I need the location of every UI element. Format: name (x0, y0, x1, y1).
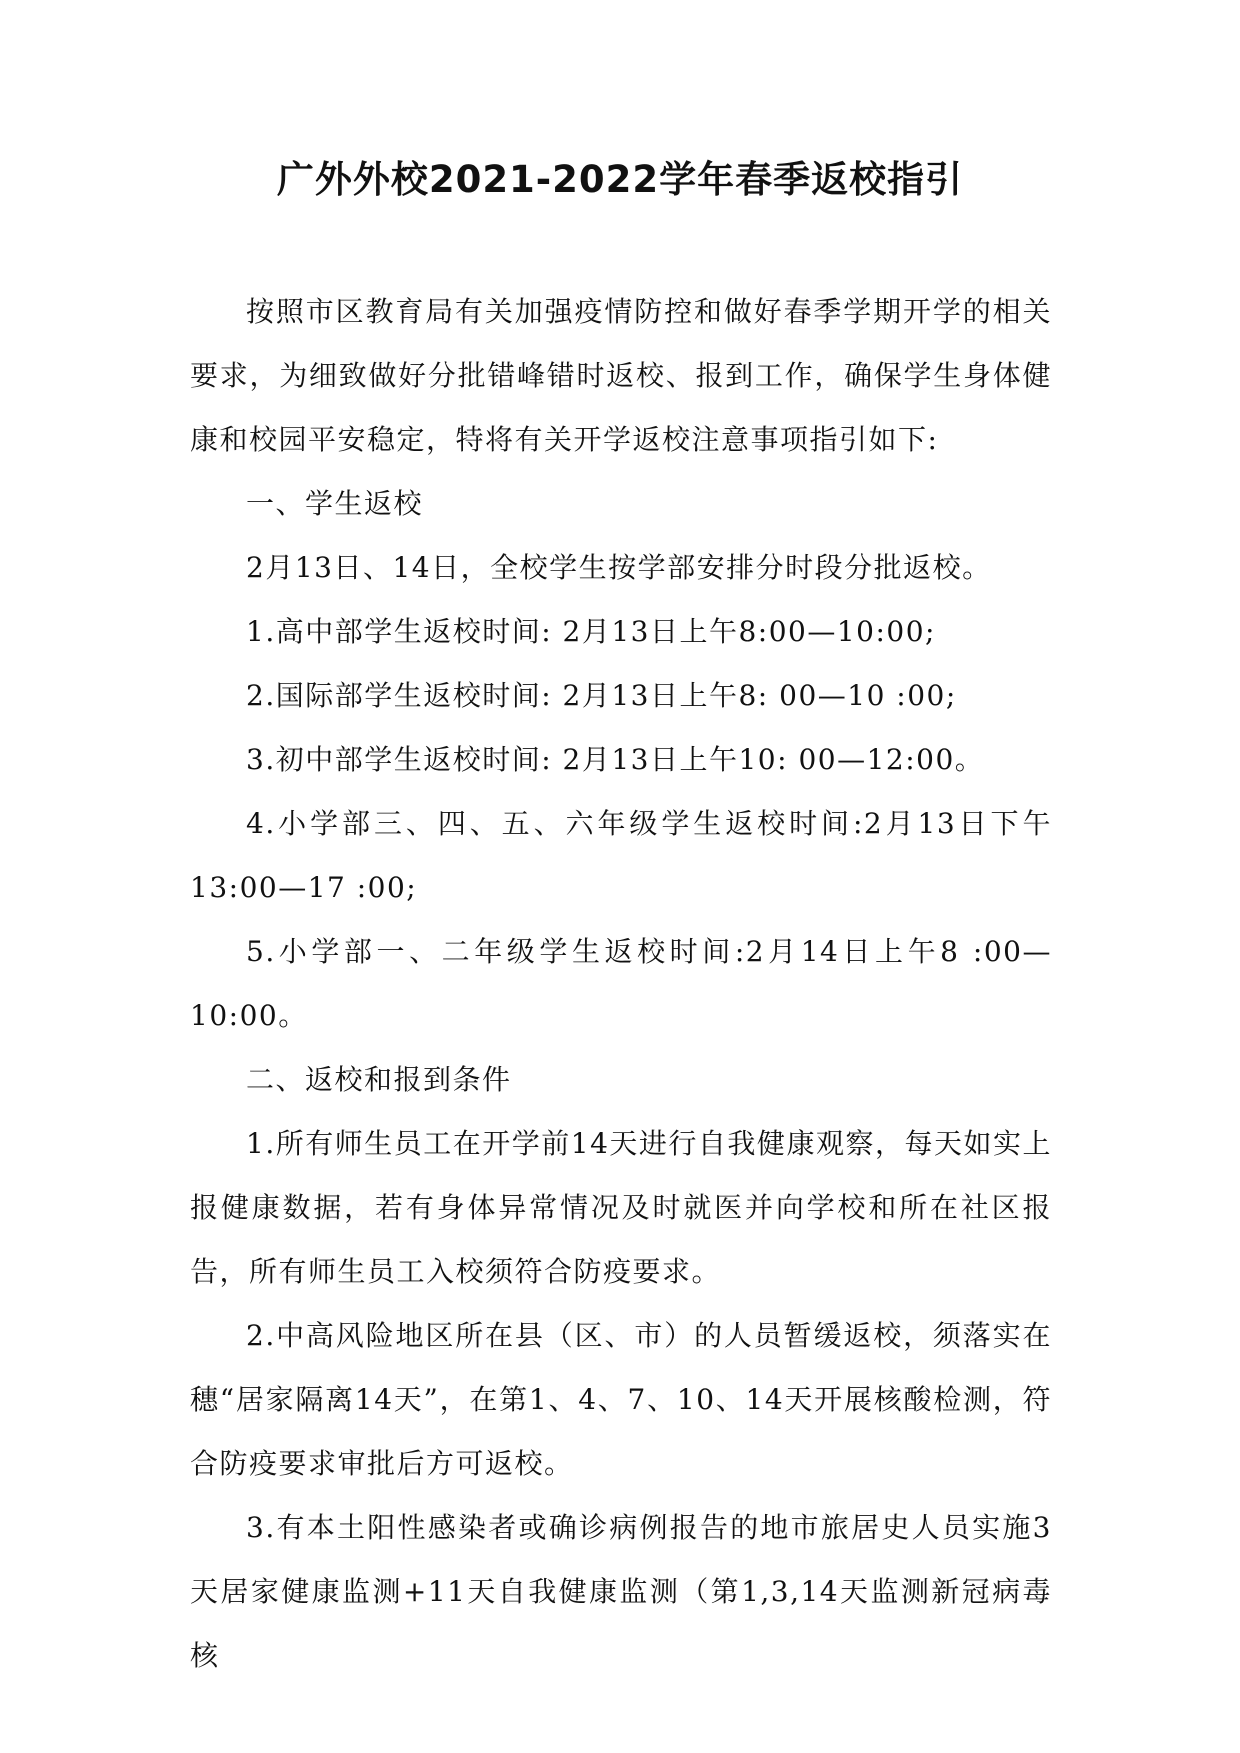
list-item-middle-school: 3.初中部学生返校时间: 2月13日上午10: 00—12:00。 (246, 743, 985, 776)
list-item-primary-lower: 5.小学部一、二年级学生返校时间:2月14日上午8 :00—10:00。 (190, 935, 1052, 1032)
list-item-international: 2.国际部学生返校时间: 2月13日上午8: 00—10 :00; (246, 679, 957, 712)
paragraph-intro: 按照市区教育局有关加强疫情防控和做好春季学期开学的相关要求，为细致做好分批错峰错时返校、报到工作，确保学生身体健康和校园平安稳定，特将有关开学返校注意事项指引如下: (190, 295, 1052, 456)
list-item-condition-3: 3.有本土阳性感染者或确诊病例报告的地市旅居史人员实施3天居家健康监测+11天自我健康监测（第1,3,14天监测新冠病毒核 (190, 1511, 1052, 1672)
list-item-condition-2: 2.中高风险地区所在县（区、市）的人员暂缓返校，须落实在穗“居家隔离14天”，在第1、4、7、10、14天开展核酸检测，符合防疫要求审批后方可返校。 (190, 1319, 1052, 1480)
list-item-high-school: 1.高中部学生返校时间: 2月13日上午8:00—10:00; (246, 615, 936, 648)
paragraph-return-dates: 2月13日、14日，全校学生按学部安排分时段分批返校。 (246, 551, 992, 584)
list-item-condition-1: 1.所有师生员工在开学前14天进行自我健康观察，每天如实上报健康数据，若有身体异常情况及时就医并向学校和所在社区报告，所有师生员工入校须符合防疫要求。 (190, 1127, 1052, 1288)
document-body (190, 280, 1052, 1688)
document-title: 广外外校2021-2022学年春季返校指引 (276, 158, 964, 201)
section-heading-student-return: 一、学生返校 (246, 487, 424, 520)
section-heading-conditions: 二、返校和报到条件 (246, 1063, 512, 1096)
list-item-primary-upper: 4.小学部三、四、五、六年级学生返校时间:2月13日下午13:00—17 :00; (190, 807, 1052, 904)
